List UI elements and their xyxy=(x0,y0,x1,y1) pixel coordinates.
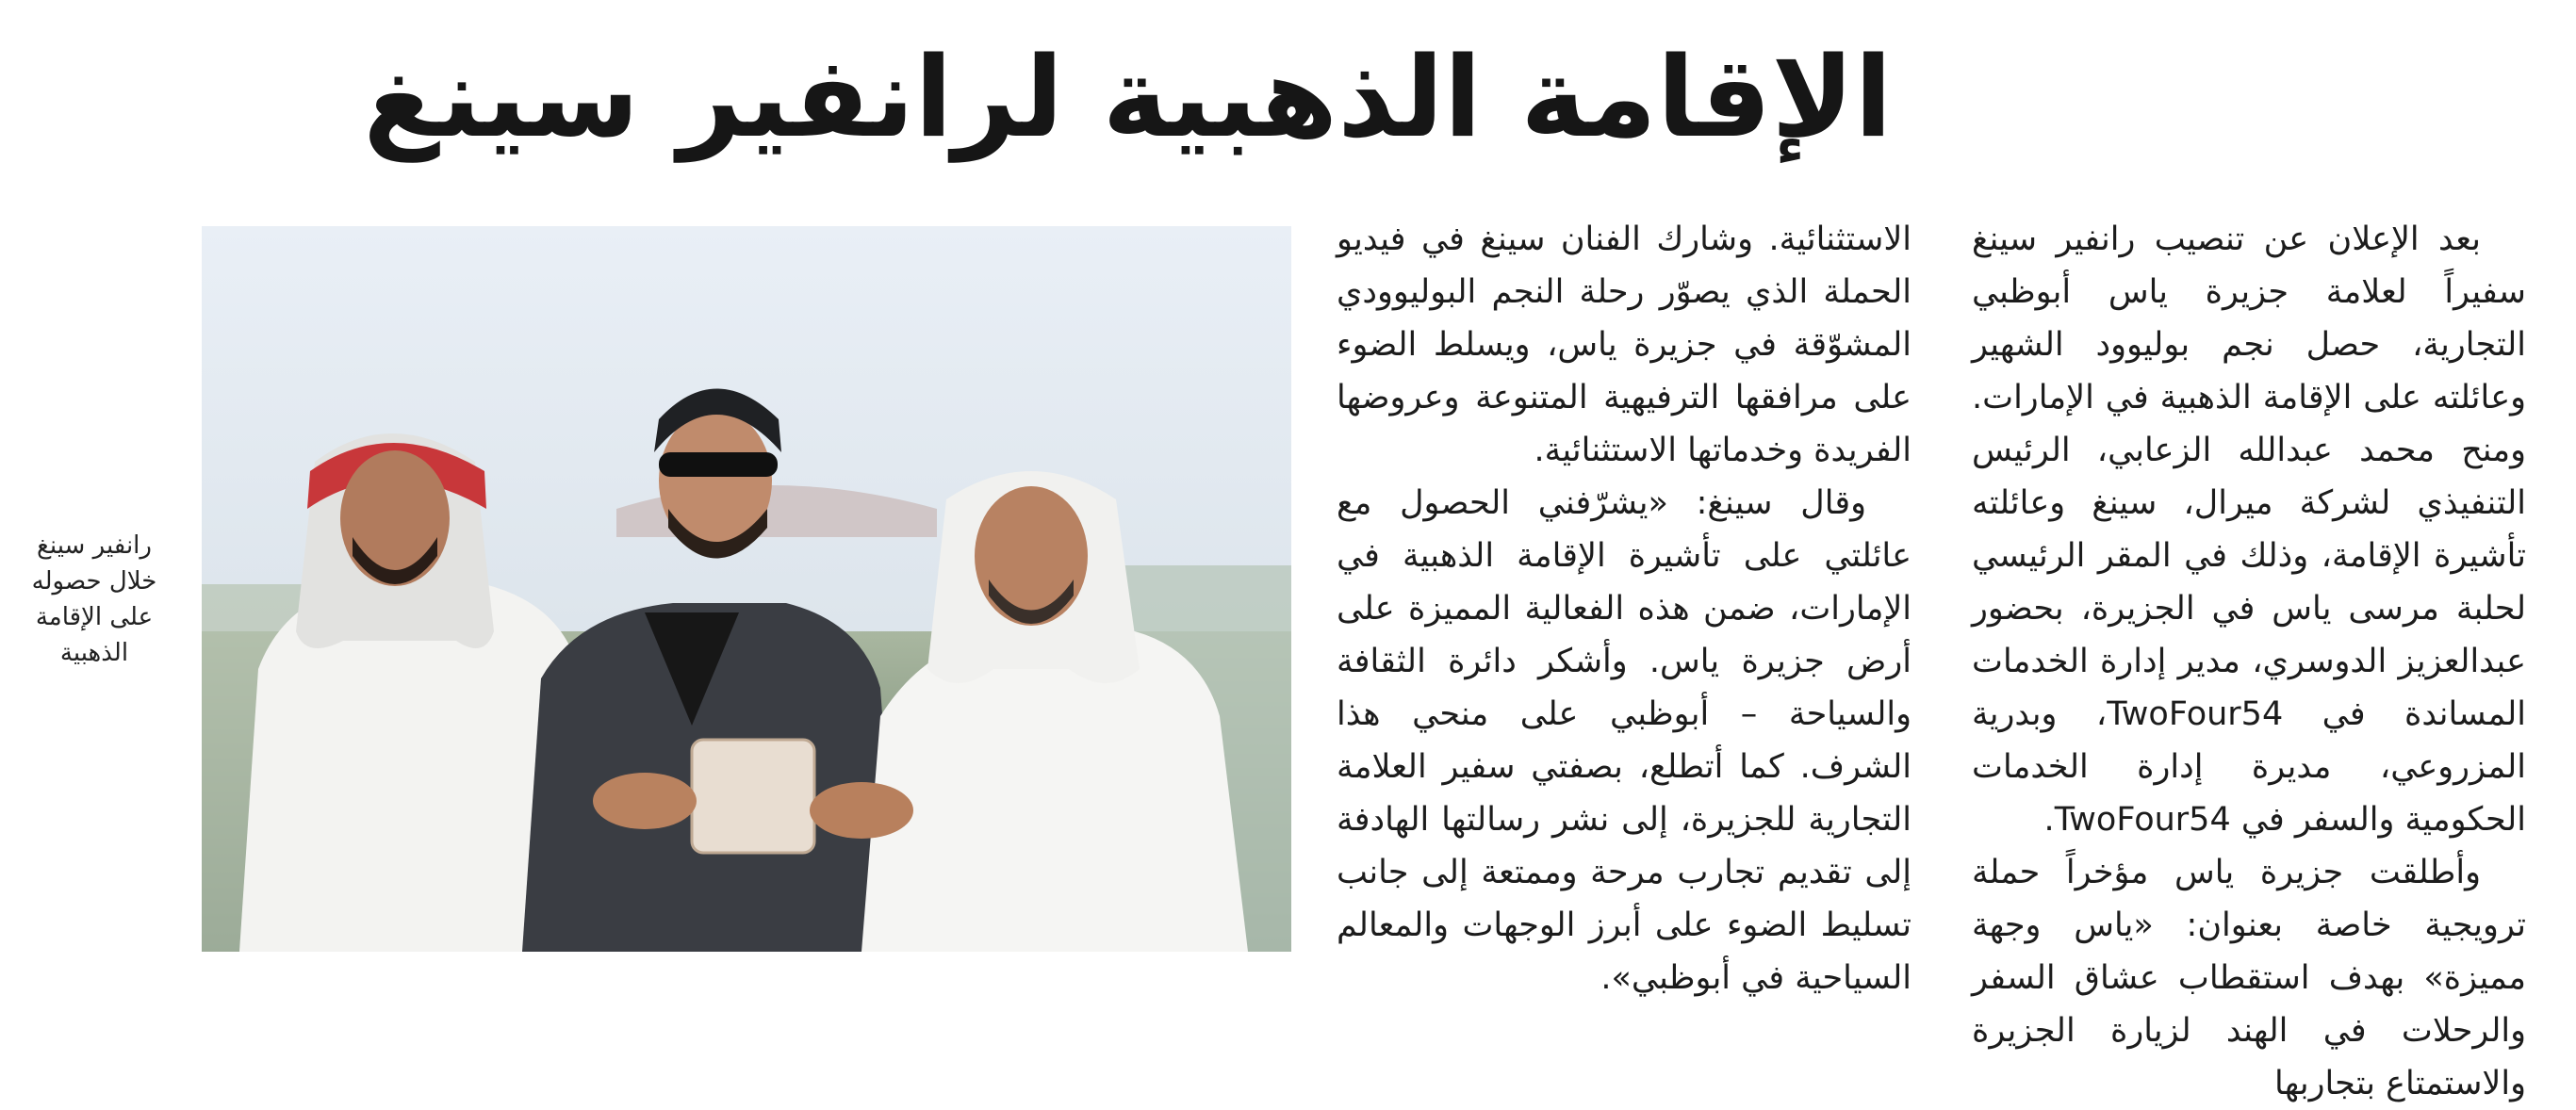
paragraph: الاستثنائية. وشارك الفنان سينغ في فيديو الحملة الذي يصوّر رحلة النجم البوليوودي المشوّقة في جزيرة ياس، ويسلط الضوء على مرافقها الترفيهية المتنوعة وعروضها الفريدة وخدماتها الاستثنائية. xyxy=(1337,220,1911,469)
article-column-middle xyxy=(1337,213,1911,1004)
paragraph: بعد الإعلان عن تنصيب رانفير سينغ سفيراً لعلامة جزيرة ياس أبوظبي التجارية، حصل نجم بوليوود الشهير وعائلته على الإقامة الذهبية في الإمارات. ومنح محمد عبدالله الزعابي، الرئيس التنفيذي لشركة ميرال، سينغ وعائلته تأشيرة الإقامة، وذلك في المقر الرئيسي لحلبة مرسى ياس في الجزيرة، بحضور عبدالعزيز الدوسري، مدير إدارة الخدمات المساندة في TwoFour54، وبدرية المزروعي، مديرة إدارة الخدمات الحكومية والسفر في TwoFour54. xyxy=(1972,220,2526,839)
photo-caption: رانفير سينغ خلال حصوله على الإقامة الذهبية xyxy=(31,531,157,667)
photo-illustration xyxy=(202,226,1291,952)
article-column-right xyxy=(1972,213,2526,1110)
paragraph: وأطلقت جزيرة ياس مؤخراً حملة ترويجية خاصة بعنوان: «ياس وجهة مميزة» بهدف استقطاب عشاق السفر والرحلات في الهند لزيارة الجزيرة والاستمتاع بتجاربها xyxy=(1972,854,2526,1102)
paragraph: وقال سينغ: «يشرّفني الحصول مع عائلتي على تأشيرة الإقامة الذهبية في الإمارات، ضمن هذه الفعالية المميزة على أرض جزيرة ياس. وأشكر دائرة الثقافة والسياحة – أبوظبي على منحي هذا الشرف. كما أتطلع، بصفتي سفير العلامة التجارية للجزيرة، إلى نشر رسالتها الهادفة إلى تقديم تجارب مرحة وممتعة إلى جانب تسليط الضوء على أبرز الوجهات والمعالم السياحية في أبوظبي». xyxy=(1337,484,1911,997)
news-photo xyxy=(202,226,1291,952)
headline: الإقامة الذهبية لرانفير سينغ xyxy=(363,32,1893,162)
